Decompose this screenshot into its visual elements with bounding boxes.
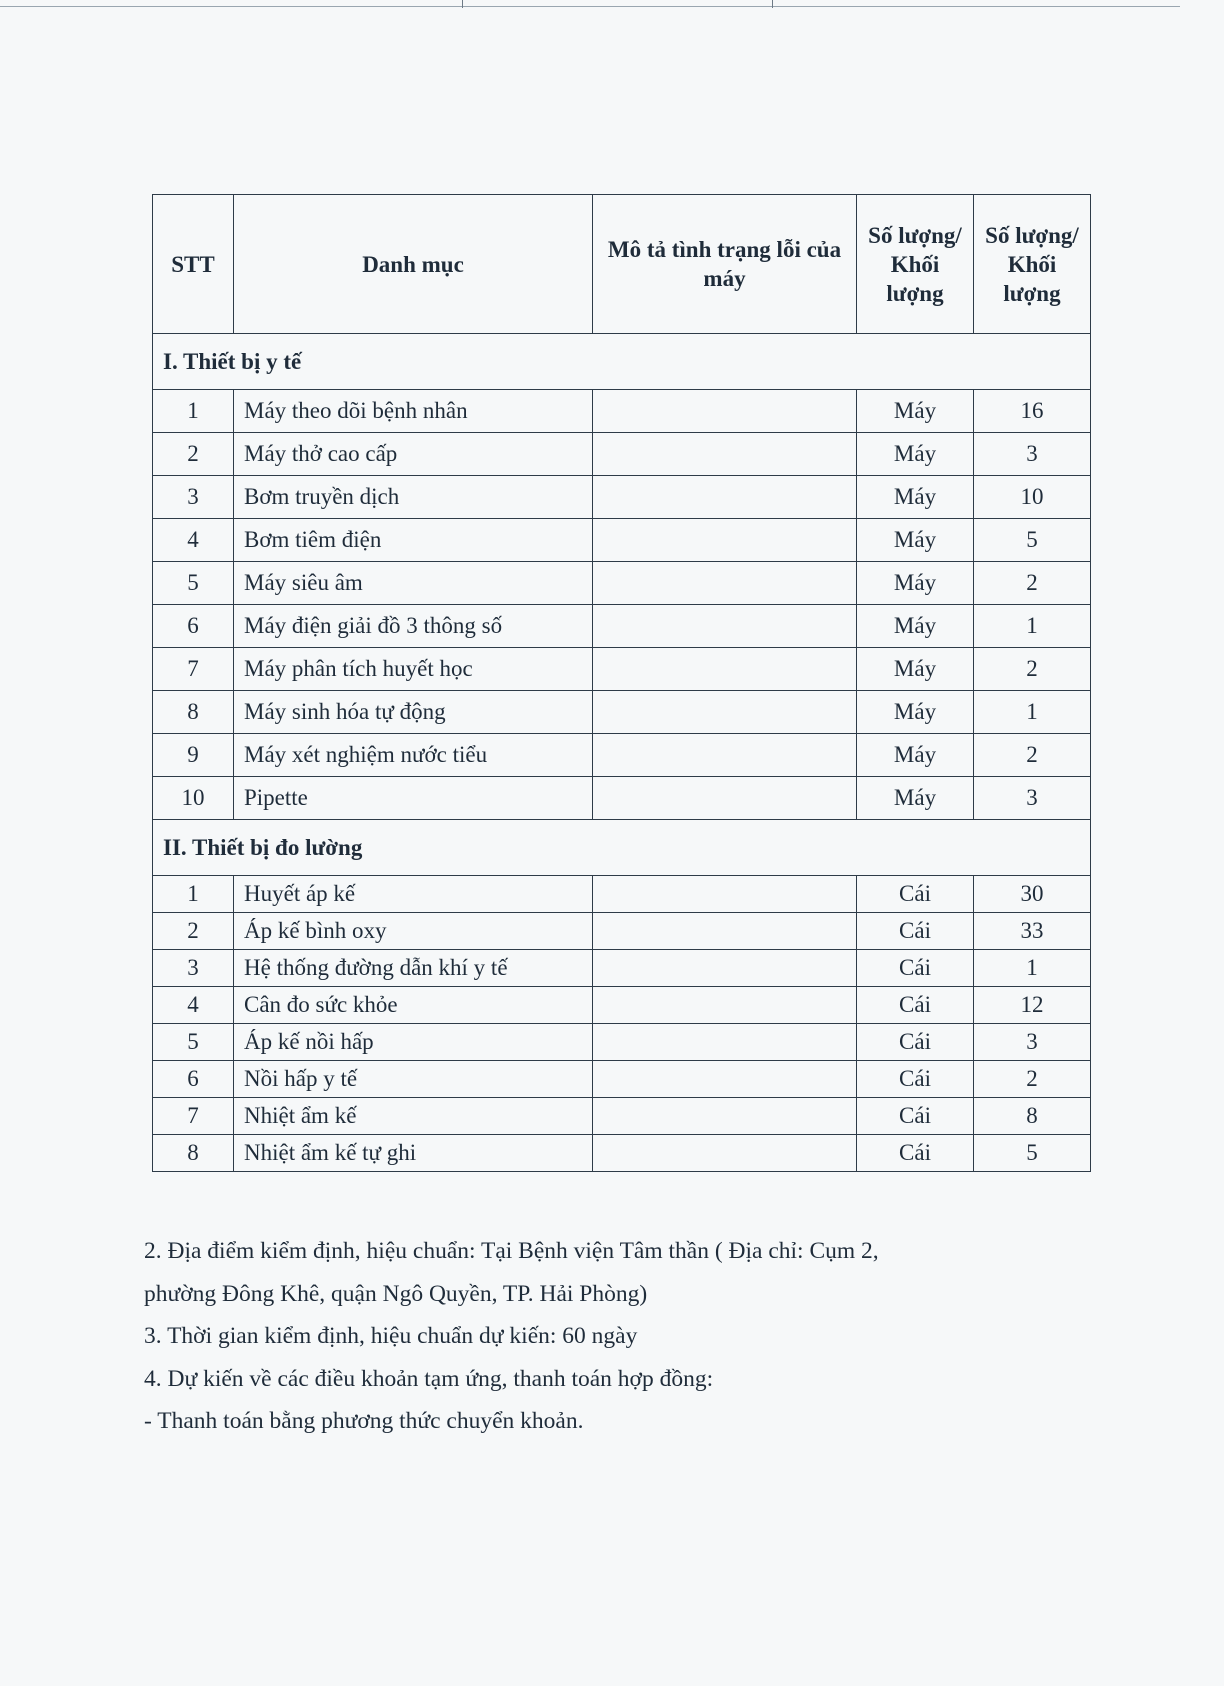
cell-quantity: 1: [974, 950, 1091, 987]
cell-stt: 3: [153, 950, 234, 987]
cell-name: Máy siêu âm: [234, 562, 593, 605]
cell-name: Pipette: [234, 777, 593, 820]
cell-name: Áp kế bình oxy: [234, 913, 593, 950]
cell-stt: 10: [153, 777, 234, 820]
cell-stt: 8: [153, 1135, 234, 1172]
cell-unit: Cái: [857, 876, 974, 913]
cell-name: Áp kế nồi hấp: [234, 1024, 593, 1061]
table-row: [153, 691, 1091, 734]
cell-description: [593, 390, 857, 433]
cell-unit: Cái: [857, 987, 974, 1024]
header-category: Danh mục: [234, 195, 593, 334]
cell-quantity: 3: [974, 433, 1091, 476]
cell-description: [593, 691, 857, 734]
cell-description: [593, 1098, 857, 1135]
cell-unit: Cái: [857, 1135, 974, 1172]
header-stt: STT: [153, 195, 234, 334]
cell-quantity: 30: [974, 876, 1091, 913]
cell-unit: Máy: [857, 605, 974, 648]
cell-quantity: 5: [974, 519, 1091, 562]
cell-name: Nhiệt ẩm kế: [234, 1098, 593, 1135]
cell-quantity: 8: [974, 1098, 1091, 1135]
cell-description: [593, 1024, 857, 1061]
table-row: [153, 476, 1091, 519]
cell-description: [593, 1061, 857, 1098]
header-unit: Số lượng/ Khối lượng: [857, 195, 974, 334]
table-row: [153, 605, 1091, 648]
cell-unit: Máy: [857, 519, 974, 562]
cell-name: Máy điện giải đồ 3 thông số: [234, 605, 593, 648]
cell-description: [593, 562, 857, 605]
top-border-tick: [772, 0, 773, 8]
cell-stt: 4: [153, 519, 234, 562]
cell-unit: Cái: [857, 1098, 974, 1135]
cell-quantity: 2: [974, 734, 1091, 777]
cell-name: Máy thở cao cấp: [234, 433, 593, 476]
table-row: [153, 734, 1091, 777]
cell-unit: Cái: [857, 913, 974, 950]
cell-name: Máy theo dõi bệnh nhân: [234, 390, 593, 433]
table-row: [153, 1061, 1091, 1098]
table-row: [153, 648, 1091, 691]
cell-description: [593, 777, 857, 820]
cell-stt: 5: [153, 562, 234, 605]
cell-description: [593, 913, 857, 950]
table-header-row: [153, 195, 1091, 334]
cell-stt: 1: [153, 876, 234, 913]
header-quantity: Số lượng/ Khối lượng: [974, 195, 1091, 334]
cell-stt: 3: [153, 476, 234, 519]
section-header-measuring-equipment: [153, 820, 1091, 876]
section-title: I. Thiết bị y tế: [153, 334, 1091, 390]
cell-stt: 2: [153, 433, 234, 476]
table-row: [153, 519, 1091, 562]
cell-stt: 2: [153, 913, 234, 950]
cell-description: [593, 433, 857, 476]
cell-name: Nồi hấp y tế: [234, 1061, 593, 1098]
cell-unit: Máy: [857, 734, 974, 777]
cell-unit: Máy: [857, 777, 974, 820]
cell-description: [593, 1135, 857, 1172]
cell-stt: 4: [153, 987, 234, 1024]
paragraph-location-line1: 2. Địa điểm kiểm định, hiệu chuẩn: Tại Bệnh viện Tâm thần ( Địa chỉ: Cụm 2,: [144, 1238, 879, 1264]
table-row: [153, 777, 1091, 820]
cell-description: [593, 734, 857, 777]
cell-description: [593, 519, 857, 562]
paragraph-duration: 3. Thời gian kiểm định, hiệu chuẩn dự kiến: 60 ngày: [144, 1323, 638, 1349]
cell-quantity: 2: [974, 562, 1091, 605]
cell-name: Bơm truyền dịch: [234, 476, 593, 519]
top-border-line: [0, 6, 1180, 7]
cell-unit: Cái: [857, 1061, 974, 1098]
table-row: [153, 562, 1091, 605]
cell-quantity: 2: [974, 648, 1091, 691]
cell-description: [593, 876, 857, 913]
cell-quantity: 1: [974, 605, 1091, 648]
header-fault-description: Mô tả tình trạng lỗi của máy: [593, 195, 857, 334]
cell-description: [593, 476, 857, 519]
table-row: [153, 913, 1091, 950]
cell-stt: 6: [153, 1061, 234, 1098]
cell-name: Huyết áp kế: [234, 876, 593, 913]
cell-unit: Máy: [857, 433, 974, 476]
cell-name: Cân đo sức khỏe: [234, 987, 593, 1024]
paragraph-location-line2: phường Đông Khê, quận Ngô Quyền, TP. Hải Phòng): [144, 1280, 648, 1307]
paragraph-payment-method: - Thanh toán bằng phương thức chuyển khoản.: [144, 1408, 584, 1434]
cell-quantity: 1: [974, 691, 1091, 734]
cell-stt: 9: [153, 734, 234, 777]
cell-unit: Máy: [857, 691, 974, 734]
cell-quantity: 2: [974, 1061, 1091, 1098]
cell-stt: 1: [153, 390, 234, 433]
cell-stt: 5: [153, 1024, 234, 1061]
cell-quantity: 16: [974, 390, 1091, 433]
cell-stt: 7: [153, 1098, 234, 1135]
paragraph-payment-terms: 4. Dự kiến về các điều khoản tạm ứng, thanh toán hợp đồng:: [144, 1365, 714, 1392]
table-row: [153, 876, 1091, 913]
body-paragraphs: [144, 1230, 1104, 1443]
cell-quantity: 3: [974, 1024, 1091, 1061]
cell-unit: Cái: [857, 1024, 974, 1061]
section-header-medical-equipment: [153, 334, 1091, 390]
section-title: II. Thiết bị đo lường: [153, 820, 1091, 876]
table-row: [153, 950, 1091, 987]
cell-quantity: 12: [974, 987, 1091, 1024]
table-row: [153, 433, 1091, 476]
cell-unit: Máy: [857, 390, 974, 433]
cell-description: [593, 605, 857, 648]
cell-quantity: 33: [974, 913, 1091, 950]
cell-stt: 7: [153, 648, 234, 691]
cell-name: Nhiệt ẩm kế tự ghi: [234, 1135, 593, 1172]
equipment-table: [152, 194, 1091, 1172]
cell-quantity: 3: [974, 777, 1091, 820]
top-border-tick: [462, 0, 463, 8]
cell-stt: 6: [153, 605, 234, 648]
cell-unit: Cái: [857, 950, 974, 987]
table-row: [153, 1024, 1091, 1061]
cell-quantity: 5: [974, 1135, 1091, 1172]
cell-unit: Máy: [857, 648, 974, 691]
table-row: [153, 1135, 1091, 1172]
cell-description: [593, 648, 857, 691]
cell-name: Máy xét nghiệm nước tiểu: [234, 734, 593, 777]
cell-name: Hệ thống đường dẫn khí y tế: [234, 950, 593, 987]
cell-description: [593, 987, 857, 1024]
cell-name: Máy phân tích huyết học: [234, 648, 593, 691]
table-row: [153, 987, 1091, 1024]
table-row: [153, 390, 1091, 433]
cell-name: Bơm tiêm điện: [234, 519, 593, 562]
cell-unit: Máy: [857, 476, 974, 519]
table-row: [153, 1098, 1091, 1135]
cell-name: Máy sinh hóa tự động: [234, 691, 593, 734]
cell-stt: 8: [153, 691, 234, 734]
cell-description: [593, 950, 857, 987]
cell-unit: Máy: [857, 562, 974, 605]
cell-quantity: 10: [974, 476, 1091, 519]
